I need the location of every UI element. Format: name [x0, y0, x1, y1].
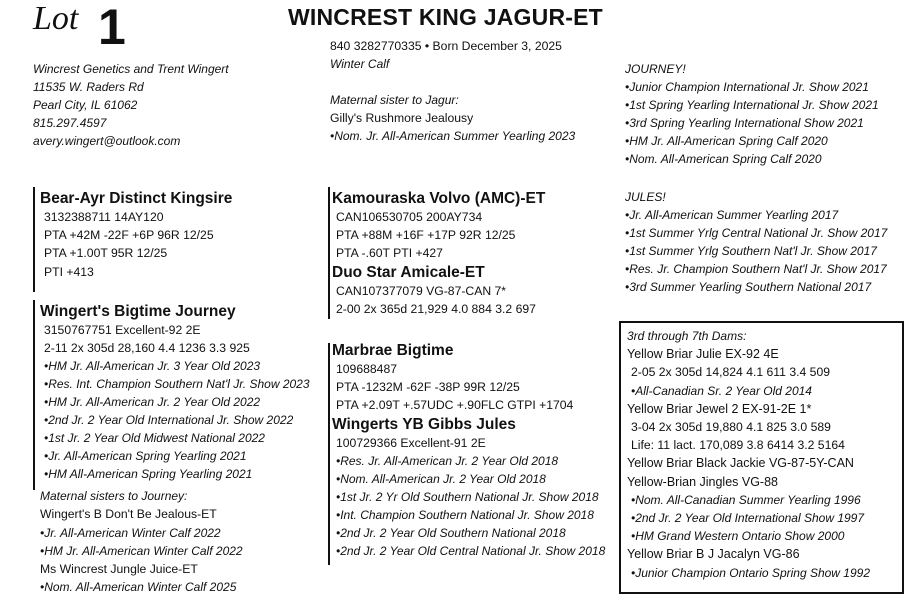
dam-award: •HM Jr. All-American Jr. 2 Year Old 2022	[44, 395, 261, 410]
lot-label: Lot	[33, 0, 79, 37]
sire-pta-type: PTA +1.00T 95R 12/25	[44, 246, 168, 261]
sire-sire-pti: PTA -.60T PTI +427	[336, 246, 443, 261]
dam-sire-reg: 109688487	[336, 362, 398, 376]
sire-name: Bear-Ayr Distinct Kingsire	[40, 190, 233, 207]
dam3-record: 2-05 2x 305d 14,824 4.1 611 3.4 509	[631, 365, 831, 380]
sire-dam-name: Duo Star Amicale-ET	[332, 263, 485, 281]
maternal-heading: Maternal sister to Jagur:	[330, 93, 459, 108]
sire-sire-reg: CAN106530705 200AY734	[336, 210, 483, 224]
dam6-name: Yellow-Brian Jingles VG-88	[627, 474, 779, 489]
jules-award: •Jr. All-American Summer Yearling 2017	[625, 208, 839, 222]
consignor-city: Pearl City, IL 61062	[33, 98, 138, 112]
dam-sire-name: Marbrae Bigtime	[332, 342, 454, 359]
dam4-name: Yellow Briar Jewel 2 EX-91-2E 1*	[627, 401, 812, 416]
sire-dam-record: 2-00 2x 365d 21,929 4.0 884 3.2 697	[336, 301, 536, 316]
dam-bracket	[33, 300, 35, 490]
dam-dam-award: •Int. Champion Southern National Jr. Show 2018	[336, 507, 594, 522]
dam-award: •Res. Int. Champion Southern Nat'l Jr. Show 2023	[44, 377, 310, 392]
dam-reg: 3150767751 Excellent-92 2E	[44, 323, 201, 337]
dam-dam-award: •Res. Jr. All-American Jr. 2 Year Old 2018	[336, 453, 559, 468]
dam-sister-award: •Jr. All-American Winter Calf 2022	[40, 525, 221, 540]
sire-sire-pta: PTA +88M +16F +17P 92R 12/25	[336, 228, 516, 243]
sire-block	[40, 189, 232, 281]
dams-box-content	[627, 327, 870, 582]
dam-sisters-heading: Maternal sisters to Journey:	[40, 489, 188, 504]
dam-sister-award: •HM Jr. All-American Winter Calf 2022	[40, 543, 243, 558]
sire-sire-name: Kamouraska Volvo (AMC)-ET	[332, 190, 546, 207]
jules-notes	[625, 188, 887, 296]
dam6-award: •Nom. All-Canadian Summer Yearling 1996	[631, 493, 861, 508]
jules-heading: JULES!	[625, 190, 666, 204]
dam-dam-award: •2nd Jr. 2 Year Old Southern National 2018	[336, 525, 566, 540]
animal-title: WINCREST KING JAGUR-ET	[288, 4, 603, 30]
dam3-name: Yellow Briar Julie EX-92 4E	[627, 347, 779, 361]
journey-award: •3rd Spring Yearling International Show 2021	[625, 116, 864, 130]
dam-dam-award: •2nd Jr. 2 Year Old Central National Jr. Show 2018	[336, 543, 606, 558]
sire-bracket	[33, 187, 35, 292]
dam6-award: •HM Grand Western Ontario Show 2000	[631, 529, 845, 544]
dam-award: •2nd Jr. 2 Year Old International Jr. Show 2022	[44, 413, 294, 428]
dam-dam-name: Wingerts YB Gibbs Jules	[332, 415, 516, 433]
journey-award: •1st Spring Yearling International Jr. Show 2021	[625, 98, 879, 112]
dam-block	[40, 302, 310, 596]
dam-sister-name: Ms Wincrest Jungle Juice-ET	[40, 561, 198, 576]
dam3-award: •All-Canadian Sr. 2 Year Old 2014	[631, 383, 812, 398]
journey-heading: JOURNEY!	[625, 62, 686, 76]
dam-dam-award: •Nom. All-American Jr. 2 Year Old 2018	[336, 471, 546, 486]
dam-sire-pta-type: PTA +2.09T +.57UDC +.90FLC GTPI +1704	[336, 398, 574, 413]
animal-class: Winter Calf	[330, 57, 390, 72]
dam7-name: Yellow Briar B J Jacalyn VG-86	[627, 547, 800, 562]
dam-award: •1st Jr. 2 Year Old Midwest National 2022	[44, 431, 265, 446]
dam6-award: •2nd Jr. 2 Year Old International Show 1997	[631, 511, 865, 526]
animal-info	[330, 37, 575, 145]
sire-pti: PTI +413	[44, 264, 94, 279]
jules-award: •3rd Summer Yearling Southern National 2017	[625, 280, 872, 294]
maternal-sister-award: •Nom. Jr. All-American Summer Yearling 2023	[330, 129, 576, 144]
dam-sire-pta: PTA -1232M -62F -38P 99R 12/25	[336, 380, 520, 395]
sire-reg: 3132388711 14AY120	[44, 210, 164, 224]
journey-notes	[625, 60, 879, 168]
journey-award: •HM Jr. All-American Spring Calf 2020	[625, 134, 828, 148]
sire-dam-reg: CAN107377079 VG-87-CAN 7*	[336, 283, 507, 298]
registration-birth: 840 3282770335 • Born December 3, 2025	[330, 39, 562, 53]
dam-sister-name: Wingert's B Don't Be Jealous-ET	[40, 507, 217, 522]
dams-heading: 3rd through 7th Dams:	[627, 329, 747, 343]
dam-record: 2-11 2x 305d 28,160 4.4 1236 3.3 925	[44, 341, 250, 356]
jules-award: •Res. Jr. Champion Southern Nat'l Jr. Show 2017	[625, 262, 887, 276]
journey-award: •Nom. All-American Spring Calf 2020	[625, 152, 822, 166]
sire-sire-block	[332, 189, 545, 318]
dam5-name: Yellow Briar Black Jackie VG-87-5Y-CAN	[627, 456, 854, 471]
dam7-award: •Junior Champion Ontario Spring Show 1992	[631, 565, 871, 580]
dam-award: •HM Jr. All-American Jr. 3 Year Old 2023	[44, 359, 261, 374]
consignor-phone: 815.297.4597	[33, 116, 107, 130]
dam4-lifetime: Life: 11 lact. 170,089 3.8 6414 3.2 5164	[631, 438, 845, 453]
jules-award: •1st Summer Yrlg Central National Jr. Show 2017	[625, 226, 888, 240]
dam-award: •Jr. All-American Spring Yearling 2021	[44, 449, 247, 464]
consignor-name: Wincrest Genetics and Trent Wingert	[33, 62, 229, 76]
sire-pta: PTA +42M -22F +6P 96R 12/25	[44, 228, 214, 243]
consignor-email[interactable]: avery.wingert@outlook.com	[33, 134, 181, 148]
dam-sire-block	[332, 341, 605, 560]
jules-award: •1st Summer Yrlg Southern Nat'l Jr. Show 2017	[625, 244, 877, 258]
dam-award: •HM All-American Spring Yearling 2021	[44, 467, 253, 482]
maternal-sister-name: Gilly's Rushmore Jealousy	[330, 111, 474, 126]
dam-dam-award: •1st Jr. 2 Yr Old Southern National Jr. Show 2018	[336, 489, 599, 504]
dam-dam-reg: 100729366 Excellent-91 2E	[336, 435, 486, 450]
lot-number: 1	[98, 0, 126, 55]
consignor-block	[33, 60, 229, 150]
dam4-record: 3-04 2x 305d 19,880 4.1 825 3.0 589	[631, 420, 831, 435]
dam-name: Wingert's Bigtime Journey	[40, 303, 236, 320]
sire-parents-bracket	[328, 187, 330, 319]
journey-award: •Junior Champion International Jr. Show 2021	[625, 80, 869, 94]
dam-sister-award: •Nom. All-American Winter Calf 2025	[40, 579, 237, 594]
dam-parents-bracket	[328, 343, 330, 565]
consignor-address: 11535 W. Raders Rd	[33, 80, 144, 94]
